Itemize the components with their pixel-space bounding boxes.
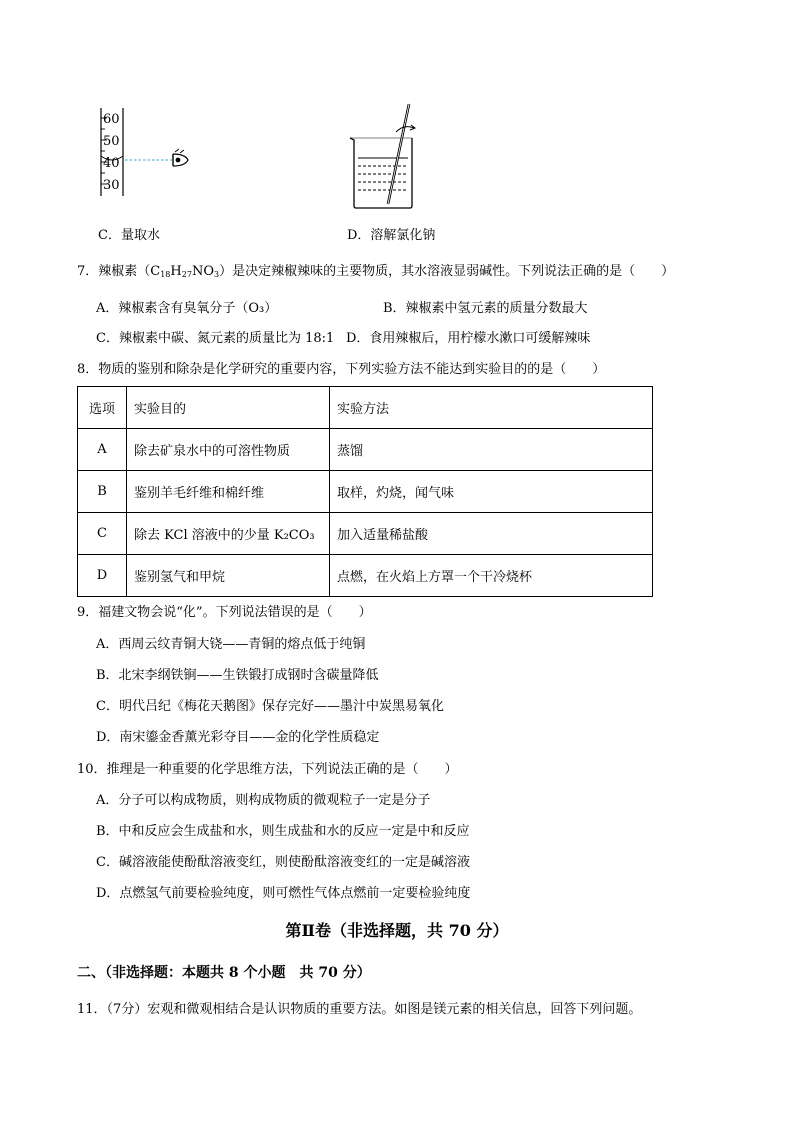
header-method: 实验方法 xyxy=(330,387,653,429)
row-c-option: C xyxy=(78,513,127,555)
q7-stem: 7．辣椒素$(C_{18}H_{27}NO_3)$是决定辣椒辣味的主要物质，其水溶液显弱碱性。下列说法正确的是（ ） xyxy=(77,264,675,279)
section-two-title: 二、（非选择题：本题共 8 个小题 共 70 分） xyxy=(77,965,371,981)
header-purpose: 实验目的 xyxy=(127,387,330,429)
table-row xyxy=(78,513,653,555)
table-header-row xyxy=(78,387,653,429)
q8-stem: 8．物质的鉴别和除杂是化学研究的重要内容，下列实验方法不能达到实验目的的是（ ） xyxy=(77,362,606,377)
table-row xyxy=(78,555,653,597)
table-row xyxy=(78,429,653,471)
row-a-option: A xyxy=(78,429,127,471)
q10-option-d: D．点燃氢气前要检验纯度，则可燃性气体点燃前一定要检验纯度 xyxy=(96,886,471,901)
q10-option-c: C．碱溶液能使酚酞溶液变红，则使酚酞溶液变红的一定是碱溶液 xyxy=(96,855,470,870)
q9-option-a: A．西周云纹青铜大铙——青铜的熔点低于纯铜 xyxy=(96,637,366,652)
row-a-method: 蒸馏 xyxy=(330,429,653,471)
row-b-method: 取样，灼烧，闻气味 xyxy=(330,471,653,513)
q9-option-c: C．明代吕纪《梅花天鹅图》保存完好——墨汁中炭黑易氧化 xyxy=(96,699,444,714)
q10-stem: 10．推理是一种重要的化学思维方法，下列说法正确的是（ ） xyxy=(77,762,458,777)
q10-option-b: B．中和反应会生成盐和水，则生成盐和水的反应一定是中和反应 xyxy=(96,824,470,839)
q7-option-d: D．食用辣椒后，用柠檬水漱口可缓解辣味 xyxy=(346,331,591,346)
header-option: 选项 xyxy=(78,387,127,429)
q11-stem: 11．（7分）宏观和微观相结合是认识物质的重要方法。如图是镁元素的相关信息，回答下列问题。 xyxy=(77,1002,642,1017)
figure-caption-d: D．溶解氯化钠 xyxy=(347,228,436,243)
row-a-purpose: 除去矿泉水中的可溶性物质 xyxy=(127,429,330,471)
table-row xyxy=(78,471,653,513)
row-b-purpose: 鉴别羊毛纤维和棉纤维 xyxy=(127,471,330,513)
cylinder-tick-50: 50 xyxy=(103,134,120,149)
row-c-purpose: 除去 KCl 溶液中的少量 K₂CO₃ xyxy=(127,513,330,555)
row-c-method: 加入适量稀盐酸 xyxy=(330,513,653,555)
q7-option-c: C．辣椒素中碳、氮元素的质量比为 18:1 xyxy=(96,331,335,346)
q7-option-b: B．辣椒素中氢元素的质量分数最大 xyxy=(383,301,588,316)
cylinder-tick-30: 30 xyxy=(103,178,120,193)
eye-icon xyxy=(173,149,188,166)
figure-caption-c: C．量取水 xyxy=(98,228,160,243)
cylinder-tick-40: 40 xyxy=(103,156,120,171)
row-d-option: D xyxy=(78,555,127,597)
beaker-figure xyxy=(346,100,426,212)
q10-option-a: A．分子可以构成物质，则构成物质的微观粒子一定是分子 xyxy=(96,793,431,808)
row-d-purpose: 鉴别氢气和甲烷 xyxy=(127,555,330,597)
q9-option-d: D．南宋鎏金香薰光彩夺目——金的化学性质稳定 xyxy=(96,730,380,745)
q9-option-b: B．北宋李纲铁锏——生铁锻打成钢时含碳量降低 xyxy=(96,668,379,683)
q7-option-a: A．辣椒素含有臭氧分子（O₃） xyxy=(96,301,278,316)
part2-heading: 第Ⅱ卷（非选择题，共 70 分） xyxy=(285,921,509,940)
experiment-table xyxy=(77,386,653,597)
row-b-option: B xyxy=(78,471,127,513)
q9-stem: 9．福建文物会说“化”。下列说法错误的是（ ） xyxy=(77,605,372,620)
row-d-method: 点燃，在火焰上方罩一个干冷烧杯 xyxy=(330,555,653,597)
cylinder-tick-60: 60 xyxy=(103,112,120,127)
graduated-cylinder-figure xyxy=(95,104,195,200)
